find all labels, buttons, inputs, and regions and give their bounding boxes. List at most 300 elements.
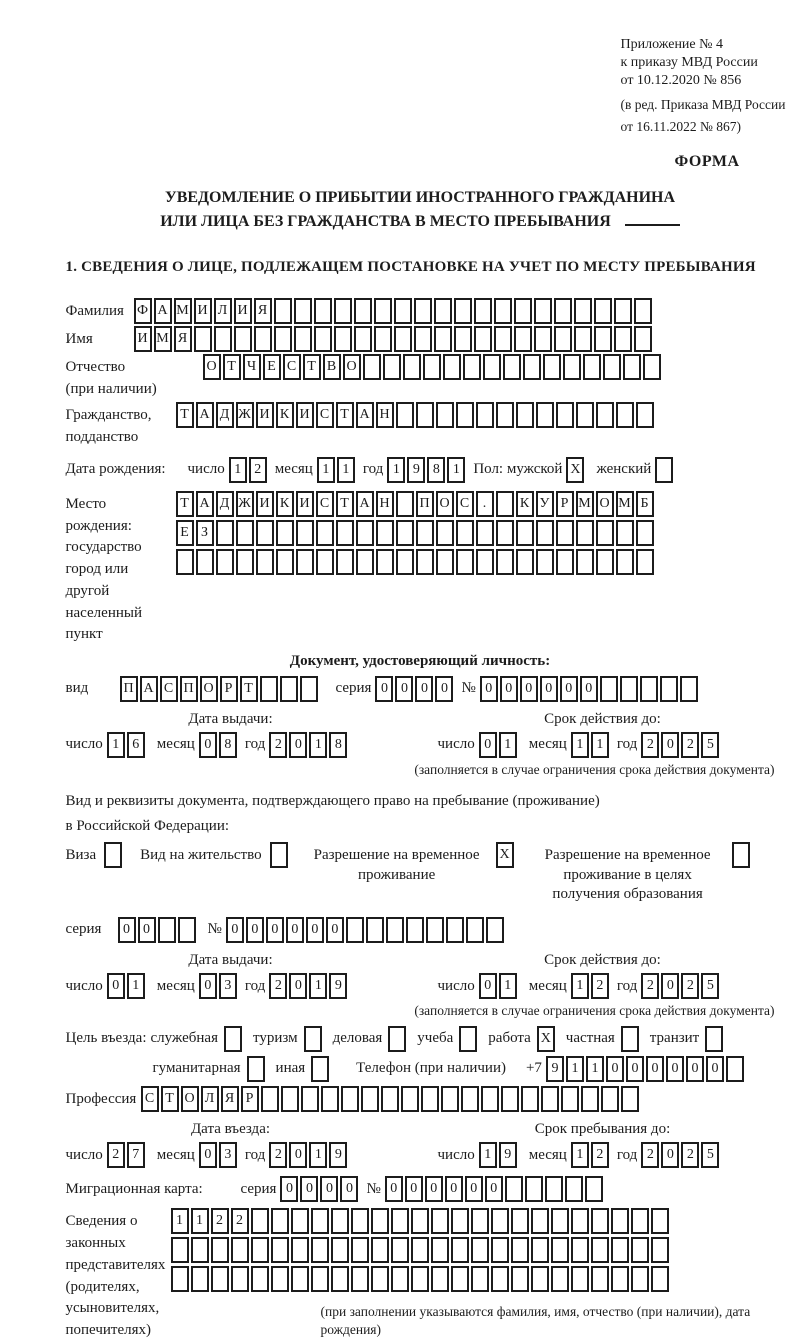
char-box[interactable] <box>596 549 614 575</box>
char-box[interactable]: 1 <box>499 732 517 758</box>
char-box[interactable] <box>621 1026 639 1052</box>
char-box[interactable] <box>523 354 541 380</box>
char-box[interactable] <box>611 1266 629 1292</box>
char-box[interactable] <box>388 1026 406 1052</box>
char-box[interactable] <box>534 298 552 324</box>
char-box[interactable] <box>271 1266 289 1292</box>
char-box[interactable] <box>280 676 298 702</box>
char-box[interactable]: 0 <box>289 1142 307 1168</box>
char-box[interactable]: 2 <box>107 1142 125 1168</box>
char-box[interactable] <box>466 917 484 943</box>
char-box[interactable] <box>271 1208 289 1234</box>
char-box[interactable]: 9 <box>407 457 425 483</box>
char-box[interactable] <box>471 1266 489 1292</box>
char-box[interactable]: 1 <box>479 1142 497 1168</box>
char-box[interactable]: Т <box>161 1086 179 1112</box>
char-box[interactable] <box>311 1266 329 1292</box>
char-box[interactable]: 0 <box>340 1176 358 1202</box>
char-box[interactable] <box>294 326 312 352</box>
char-box[interactable] <box>196 549 214 575</box>
char-box[interactable]: З <box>196 520 214 546</box>
char-box[interactable] <box>614 298 632 324</box>
char-box[interactable]: 0 <box>320 1176 338 1202</box>
char-box[interactable] <box>336 520 354 546</box>
char-box[interactable] <box>314 298 332 324</box>
char-box[interactable] <box>596 520 614 546</box>
char-box[interactable] <box>371 1237 389 1263</box>
char-box[interactable] <box>634 298 652 324</box>
char-box[interactable]: 2 <box>641 1142 659 1168</box>
char-box[interactable]: С <box>456 491 474 517</box>
char-box[interactable] <box>316 520 334 546</box>
char-box[interactable]: 0 <box>435 676 453 702</box>
char-box[interactable] <box>296 520 314 546</box>
char-box[interactable]: К <box>276 491 294 517</box>
char-box[interactable] <box>591 1208 609 1234</box>
char-box[interactable]: Т <box>176 491 194 517</box>
char-box[interactable] <box>374 298 392 324</box>
char-box[interactable] <box>321 1086 339 1112</box>
char-box[interactable]: 2 <box>681 732 699 758</box>
char-box[interactable] <box>536 520 554 546</box>
char-box[interactable]: 0 <box>580 676 598 702</box>
char-box[interactable]: 0 <box>485 1176 503 1202</box>
char-box[interactable]: 0 <box>326 917 344 943</box>
char-box[interactable]: 5 <box>701 973 719 999</box>
char-box[interactable] <box>491 1266 509 1292</box>
char-box[interactable] <box>581 1086 599 1112</box>
char-box[interactable] <box>431 1208 449 1234</box>
char-box[interactable] <box>643 354 661 380</box>
char-box[interactable]: 2 <box>591 1142 609 1168</box>
char-box[interactable] <box>496 491 514 517</box>
char-box[interactable]: А <box>356 402 374 428</box>
char-box[interactable] <box>423 354 441 380</box>
char-box[interactable]: И <box>296 491 314 517</box>
char-box[interactable] <box>256 520 274 546</box>
char-box[interactable]: М <box>576 491 594 517</box>
char-box[interactable] <box>371 1266 389 1292</box>
char-box[interactable] <box>416 520 434 546</box>
char-box[interactable]: 1 <box>107 732 125 758</box>
char-box[interactable]: 8 <box>427 457 445 483</box>
char-box[interactable]: А <box>154 298 172 324</box>
char-box[interactable] <box>571 1237 589 1263</box>
char-box[interactable] <box>636 549 654 575</box>
char-box[interactable] <box>171 1266 189 1292</box>
char-box[interactable] <box>551 1208 569 1234</box>
char-box[interactable]: Е <box>263 354 281 380</box>
char-box[interactable] <box>621 1086 639 1112</box>
char-box[interactable]: 0 <box>479 732 497 758</box>
char-box[interactable] <box>416 549 434 575</box>
char-box[interactable]: Д <box>216 491 234 517</box>
char-box[interactable]: 0 <box>661 1142 679 1168</box>
char-box[interactable]: 3 <box>219 1142 237 1168</box>
char-box[interactable] <box>651 1266 669 1292</box>
char-box[interactable]: 1 <box>591 732 609 758</box>
char-box[interactable] <box>474 298 492 324</box>
char-box[interactable]: 0 <box>540 676 558 702</box>
char-box[interactable] <box>516 520 534 546</box>
char-box[interactable] <box>300 676 318 702</box>
char-box[interactable] <box>456 520 474 546</box>
char-box[interactable] <box>421 1086 439 1112</box>
char-box[interactable] <box>361 1086 379 1112</box>
char-box[interactable] <box>251 1237 269 1263</box>
char-box[interactable]: 2 <box>591 973 609 999</box>
char-box[interactable] <box>481 1086 499 1112</box>
char-box[interactable]: X <box>496 842 514 868</box>
char-box[interactable] <box>601 1086 619 1112</box>
char-box[interactable] <box>396 549 414 575</box>
char-box[interactable]: 0 <box>480 676 498 702</box>
char-box[interactable] <box>351 1266 369 1292</box>
char-box[interactable] <box>563 354 581 380</box>
char-box[interactable] <box>594 298 612 324</box>
char-box[interactable] <box>556 402 574 428</box>
char-box[interactable] <box>354 326 372 352</box>
char-box[interactable] <box>591 1237 609 1263</box>
char-box[interactable] <box>456 402 474 428</box>
char-box[interactable] <box>631 1208 649 1234</box>
char-box[interactable]: 0 <box>199 732 217 758</box>
char-box[interactable]: Т <box>240 676 258 702</box>
char-box[interactable] <box>611 1208 629 1234</box>
char-box[interactable] <box>531 1208 549 1234</box>
char-box[interactable] <box>374 326 392 352</box>
char-box[interactable]: О <box>200 676 218 702</box>
char-box[interactable] <box>634 326 652 352</box>
char-box[interactable]: 1 <box>566 1056 584 1082</box>
char-box[interactable] <box>505 1176 523 1202</box>
char-box[interactable] <box>311 1056 329 1082</box>
char-box[interactable] <box>331 1266 349 1292</box>
char-box[interactable] <box>178 917 196 943</box>
char-box[interactable] <box>536 402 554 428</box>
char-box[interactable]: О <box>343 354 361 380</box>
char-box[interactable]: 0 <box>395 676 413 702</box>
char-box[interactable] <box>451 1208 469 1234</box>
char-box[interactable] <box>301 1086 319 1112</box>
char-box[interactable]: 5 <box>701 732 719 758</box>
char-box[interactable] <box>436 402 454 428</box>
char-box[interactable] <box>296 549 314 575</box>
char-box[interactable]: 0 <box>289 973 307 999</box>
char-box[interactable] <box>411 1237 429 1263</box>
char-box[interactable] <box>571 1208 589 1234</box>
char-box[interactable] <box>414 326 432 352</box>
char-box[interactable] <box>256 549 274 575</box>
char-box[interactable] <box>494 326 512 352</box>
char-box[interactable]: Т <box>336 491 354 517</box>
char-box[interactable] <box>366 917 384 943</box>
char-box[interactable] <box>191 1266 209 1292</box>
char-box[interactable]: X <box>566 457 584 483</box>
char-box[interactable] <box>705 1026 723 1052</box>
char-box[interactable] <box>311 1208 329 1234</box>
char-box[interactable]: С <box>283 354 301 380</box>
char-box[interactable] <box>414 298 432 324</box>
char-box[interactable] <box>396 491 414 517</box>
char-box[interactable] <box>391 1237 409 1263</box>
char-box[interactable] <box>461 1086 479 1112</box>
char-box[interactable]: С <box>160 676 178 702</box>
char-box[interactable]: 8 <box>219 732 237 758</box>
char-box[interactable]: 0 <box>286 917 304 943</box>
char-box[interactable] <box>525 1176 543 1202</box>
char-box[interactable] <box>545 1176 563 1202</box>
char-box[interactable]: Ф <box>134 298 152 324</box>
char-box[interactable] <box>176 549 194 575</box>
char-box[interactable]: Т <box>176 402 194 428</box>
char-box[interactable] <box>454 326 472 352</box>
char-box[interactable] <box>571 1266 589 1292</box>
char-box[interactable]: . <box>476 491 494 517</box>
char-box[interactable] <box>636 520 654 546</box>
char-box[interactable]: 2 <box>641 732 659 758</box>
char-box[interactable] <box>514 298 532 324</box>
char-box[interactable]: А <box>356 491 374 517</box>
char-box[interactable] <box>491 1237 509 1263</box>
char-box[interactable] <box>561 1086 579 1112</box>
char-box[interactable] <box>214 326 232 352</box>
char-box[interactable]: 0 <box>479 973 497 999</box>
char-box[interactable]: 8 <box>329 732 347 758</box>
char-box[interactable] <box>294 298 312 324</box>
char-box[interactable] <box>501 1086 519 1112</box>
char-box[interactable] <box>291 1266 309 1292</box>
char-box[interactable] <box>261 1086 279 1112</box>
char-box[interactable]: А <box>140 676 158 702</box>
char-box[interactable]: 9 <box>329 973 347 999</box>
char-box[interactable]: 1 <box>586 1056 604 1082</box>
char-box[interactable]: 0 <box>626 1056 644 1082</box>
char-box[interactable] <box>451 1237 469 1263</box>
char-box[interactable] <box>591 1266 609 1292</box>
char-box[interactable] <box>516 549 534 575</box>
char-box[interactable]: И <box>234 298 252 324</box>
char-box[interactable] <box>616 549 634 575</box>
char-box[interactable]: 0 <box>666 1056 684 1082</box>
char-box[interactable] <box>234 326 252 352</box>
char-box[interactable]: Н <box>376 402 394 428</box>
char-box[interactable]: П <box>416 491 434 517</box>
char-box[interactable]: С <box>141 1086 159 1112</box>
char-box[interactable]: 2 <box>641 973 659 999</box>
char-box[interactable] <box>271 1237 289 1263</box>
char-box[interactable] <box>541 1086 559 1112</box>
char-box[interactable]: 1 <box>499 973 517 999</box>
char-box[interactable] <box>565 1176 583 1202</box>
char-box[interactable] <box>511 1208 529 1234</box>
char-box[interactable] <box>158 917 176 943</box>
char-box[interactable]: 2 <box>211 1208 229 1234</box>
char-box[interactable]: 0 <box>199 1142 217 1168</box>
char-box[interactable]: 6 <box>127 732 145 758</box>
char-box[interactable] <box>351 1208 369 1234</box>
char-box[interactable] <box>216 549 234 575</box>
char-box[interactable]: 1 <box>171 1208 189 1234</box>
char-box[interactable]: 2 <box>269 732 287 758</box>
char-box[interactable] <box>191 1237 209 1263</box>
char-box[interactable] <box>551 1266 569 1292</box>
char-box[interactable] <box>640 676 658 702</box>
char-box[interactable] <box>556 549 574 575</box>
char-box[interactable] <box>411 1208 429 1234</box>
char-box[interactable]: 0 <box>425 1176 443 1202</box>
char-box[interactable] <box>483 354 501 380</box>
char-box[interactable] <box>496 520 514 546</box>
char-box[interactable] <box>336 549 354 575</box>
char-box[interactable] <box>486 917 504 943</box>
char-box[interactable]: 3 <box>219 973 237 999</box>
char-box[interactable]: 0 <box>520 676 538 702</box>
char-box[interactable] <box>406 917 424 943</box>
char-box[interactable] <box>543 354 561 380</box>
char-box[interactable] <box>431 1266 449 1292</box>
char-box[interactable]: 0 <box>500 676 518 702</box>
char-box[interactable] <box>311 1237 329 1263</box>
char-box[interactable] <box>454 298 472 324</box>
char-box[interactable] <box>236 520 254 546</box>
char-box[interactable] <box>651 1237 669 1263</box>
char-box[interactable]: 0 <box>661 973 679 999</box>
char-box[interactable] <box>459 1026 477 1052</box>
char-box[interactable] <box>276 549 294 575</box>
char-box[interactable]: 1 <box>571 973 589 999</box>
char-box[interactable] <box>426 917 444 943</box>
char-box[interactable] <box>331 1237 349 1263</box>
char-box[interactable]: Т <box>303 354 321 380</box>
char-box[interactable]: И <box>134 326 152 352</box>
char-box[interactable] <box>491 1208 509 1234</box>
char-box[interactable] <box>496 402 514 428</box>
char-box[interactable] <box>231 1266 249 1292</box>
char-box[interactable] <box>576 402 594 428</box>
char-box[interactable] <box>616 402 634 428</box>
char-box[interactable]: И <box>296 402 314 428</box>
char-box[interactable] <box>600 676 618 702</box>
char-box[interactable] <box>346 917 364 943</box>
char-box[interactable]: 0 <box>606 1056 624 1082</box>
char-box[interactable]: 9 <box>499 1142 517 1168</box>
char-box[interactable]: П <box>120 676 138 702</box>
char-box[interactable] <box>436 520 454 546</box>
char-box[interactable] <box>291 1208 309 1234</box>
char-box[interactable] <box>254 326 272 352</box>
char-box[interactable] <box>224 1026 242 1052</box>
char-box[interactable] <box>680 676 698 702</box>
char-box[interactable] <box>534 326 552 352</box>
char-box[interactable] <box>171 1237 189 1263</box>
char-box[interactable] <box>354 298 372 324</box>
char-box[interactable] <box>511 1237 529 1263</box>
char-box[interactable]: 0 <box>138 917 156 943</box>
char-box[interactable]: 7 <box>127 1142 145 1168</box>
char-box[interactable]: Ж <box>236 491 254 517</box>
char-box[interactable] <box>476 520 494 546</box>
char-box[interactable]: 0 <box>118 917 136 943</box>
char-box[interactable] <box>443 354 461 380</box>
char-box[interactable] <box>623 354 641 380</box>
char-box[interactable]: 0 <box>107 973 125 999</box>
char-box[interactable] <box>596 402 614 428</box>
char-box[interactable]: И <box>194 298 212 324</box>
char-box[interactable]: П <box>180 676 198 702</box>
char-box[interactable] <box>371 1208 389 1234</box>
char-box[interactable]: Т <box>223 354 241 380</box>
char-box[interactable] <box>416 402 434 428</box>
char-box[interactable] <box>556 520 574 546</box>
char-box[interactable] <box>574 298 592 324</box>
char-box[interactable] <box>585 1176 603 1202</box>
char-box[interactable] <box>631 1266 649 1292</box>
char-box[interactable]: 0 <box>266 917 284 943</box>
char-box[interactable]: 1 <box>337 457 355 483</box>
char-box[interactable] <box>274 298 292 324</box>
char-box[interactable] <box>651 1208 669 1234</box>
char-box[interactable] <box>231 1237 249 1263</box>
char-box[interactable]: 2 <box>249 457 267 483</box>
char-box[interactable]: Я <box>174 326 192 352</box>
char-box[interactable] <box>351 1237 369 1263</box>
char-box[interactable]: В <box>323 354 341 380</box>
char-box[interactable] <box>394 298 412 324</box>
char-box[interactable] <box>494 298 512 324</box>
char-box[interactable]: 2 <box>681 1142 699 1168</box>
char-box[interactable]: 5 <box>701 1142 719 1168</box>
char-box[interactable] <box>363 354 381 380</box>
char-box[interactable] <box>104 842 122 868</box>
char-box[interactable] <box>631 1237 649 1263</box>
char-box[interactable] <box>474 326 492 352</box>
char-box[interactable]: 1 <box>127 973 145 999</box>
char-box[interactable] <box>476 549 494 575</box>
char-box[interactable]: Р <box>220 676 238 702</box>
char-box[interactable]: Р <box>556 491 574 517</box>
char-box[interactable]: К <box>516 491 534 517</box>
char-box[interactable] <box>394 326 412 352</box>
char-box[interactable] <box>334 298 352 324</box>
char-box[interactable]: 0 <box>300 1176 318 1202</box>
char-box[interactable]: 0 <box>226 917 244 943</box>
char-box[interactable]: А <box>196 402 214 428</box>
char-box[interactable] <box>396 402 414 428</box>
char-box[interactable] <box>574 326 592 352</box>
char-box[interactable]: 2 <box>269 1142 287 1168</box>
char-box[interactable]: 0 <box>246 917 264 943</box>
char-box[interactable] <box>516 402 534 428</box>
char-box[interactable]: 1 <box>317 457 335 483</box>
char-box[interactable]: 0 <box>199 973 217 999</box>
char-box[interactable] <box>434 326 452 352</box>
char-box[interactable] <box>251 1266 269 1292</box>
char-box[interactable] <box>732 842 750 868</box>
char-box[interactable]: 1 <box>229 457 247 483</box>
char-box[interactable] <box>216 520 234 546</box>
char-box[interactable]: 0 <box>405 1176 423 1202</box>
char-box[interactable]: 2 <box>231 1208 249 1234</box>
char-box[interactable] <box>356 549 374 575</box>
char-box[interactable] <box>463 354 481 380</box>
char-box[interactable]: 0 <box>646 1056 664 1082</box>
char-box[interactable]: 0 <box>280 1176 298 1202</box>
char-box[interactable] <box>251 1208 269 1234</box>
char-box[interactable]: 0 <box>289 732 307 758</box>
char-box[interactable] <box>554 326 572 352</box>
char-box[interactable] <box>456 549 474 575</box>
